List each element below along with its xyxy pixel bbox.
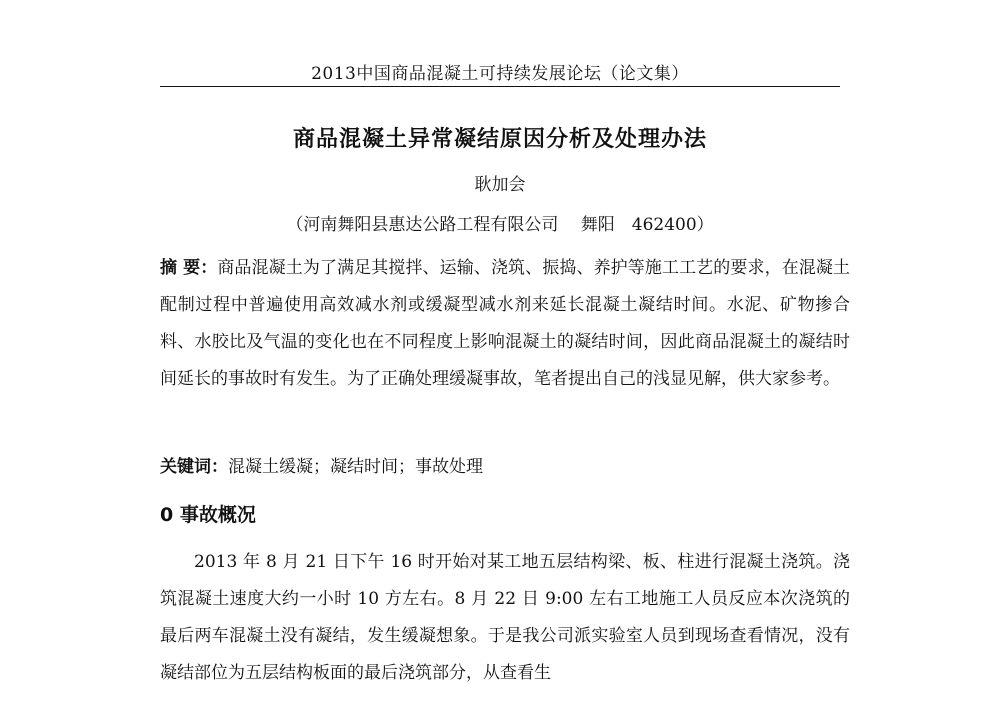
keywords-text: 混凝土缓凝；凝结时间；事故处理 (228, 457, 483, 477)
abstract (160, 250, 850, 398)
author-name: 耿加会 (474, 175, 526, 195)
header-rule (160, 86, 840, 87)
paper-title: 商品混凝土异常凝结原因分析及处理办法 (292, 127, 707, 152)
body-paragraph: 2013 年 8 月 21 日下午 16 时开始对某工地五层结构梁、板、柱进行混凝土浇筑。浇筑混凝土速度大约一小时 10 方左右。8 月 22 日 9:00 左右工地施工人员反应本次浇筑的最后两车混凝土没有凝结，发生缓凝想象。于是我公司派实验室人员到现场查看情况，没有凝结部位为五层结构板面的最后浇筑部分，从查看生 (160, 552, 850, 683)
keywords-label: 关键词： (160, 457, 228, 477)
running-header: 2013中国商品混凝土可持续发展论坛（论文集） (311, 64, 689, 84)
keywords (160, 452, 850, 482)
abstract-text: 商品混凝土为了满足其搅拌、运输、浇筑、振捣、养护等施工工艺的要求，在混凝土配制过程中普遍使用高效减水剂或缓凝型减水剂来延长混凝土凝结时间。水泥、矿物掺合料、水胶比及气温的变化也在不同程度上影响混凝土的凝结时间，因此商品混凝土的凝结时间延长的事故时有发生。为了正确处理缓凝事故，笔者提出自己的浅显见解，供大家参考。 (160, 258, 850, 389)
section-heading: 0 事故概况 (160, 504, 256, 526)
author-affiliation: （河南舞阳县惠达公路工程有限公司 舞阳 462400） (286, 215, 714, 235)
abstract-label: 摘 要： (160, 258, 218, 278)
